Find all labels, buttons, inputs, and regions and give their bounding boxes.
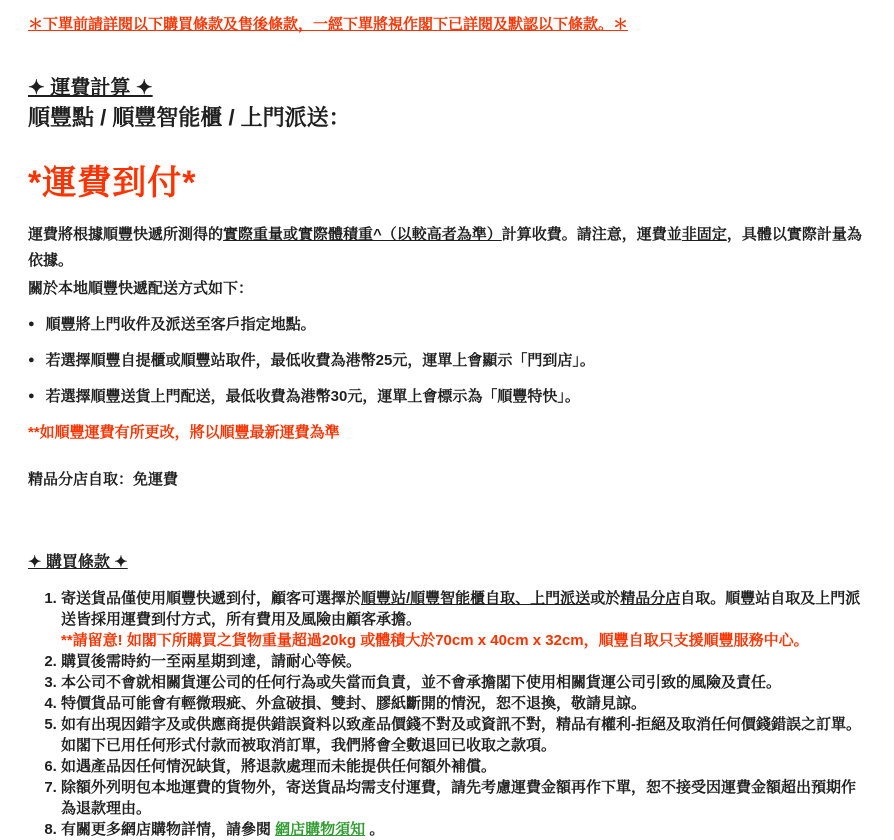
text-segment: 自取。順豐站自取及上門派送皆採用運費到付方式，所有費用及風險由顧客承擔。 <box>61 590 861 628</box>
fee-change-note: **如順豐運費有所更改，將以順豐最新運費為準 <box>28 424 340 441</box>
term-item-more-info <box>61 819 866 840</box>
delivery-options-list <box>28 314 866 407</box>
bullet-icon: ● <box>28 318 35 330</box>
text-segment: 除額外列明包本地運費的貨物外，寄送貨品均需支付運費，請先考慮運費金額再作下單，恕不接受因運費金額超出預期作為退款理由。 <box>61 779 857 817</box>
text-segment: 。 <box>365 821 385 838</box>
underlined-text-boutique-store: 精品分店 <box>620 590 681 607</box>
shipping-fee-heading: ✦ 運費計算 ✦ <box>28 77 153 99</box>
bullet-icon: ● <box>28 354 35 366</box>
text-segment: 或於 <box>590 590 621 607</box>
text-segment: 計算收費。請注意，運費並 <box>501 226 682 243</box>
term-item-shipping-method <box>61 588 866 651</box>
text-segment: 如有出現因錯字及或供應商提供錯誤資料以致產品價錢不對及或資訊不對，精品有權利-拒絕及取消任何價錢錯誤之訂單。如閣下已用任何形式付款而被取消訂單，我們將會全數退回已收取之款項。 <box>61 716 862 754</box>
term-item-pricing-errors <box>61 714 866 756</box>
delivery-methods-subheading: 順豐點 / 順豐智能櫃 / 上門派送： <box>28 105 351 130</box>
weight-limit-warning: **請留意! 如閣下所購買之貨物重量超過20kg 或體積大於70cm x 40cm x 32cm，順豐自取只支援順豐服務中心。 <box>61 632 809 649</box>
pre-order-notice: ＊下單前請詳閱以下購買條款及售後條款，一經下單將視作閣下已詳閱及默認以下條款。＊ <box>28 16 629 33</box>
term-item-courier-liability <box>61 672 866 693</box>
underlined-text-weight-volume: 實際重量或實際體積重^（以較高者為準） <box>223 226 502 243</box>
text-segment: 本公司不會就相關貨運公司的任何行為或失當而負責，並不會承擔閣下使用相關貨運公司引致的風險及責任。 <box>61 674 782 691</box>
terms-page <box>28 14 866 840</box>
term-item-delivery-time <box>61 651 866 672</box>
delivery-options-intro: 關於本地順豐快遞配送方式如下： <box>28 280 254 297</box>
underlined-text-not-fixed: 非固定 <box>681 226 727 243</box>
freight-collect-banner: *運費到付* <box>28 164 197 202</box>
text-segment: 特價貨品可能會有輕微瑕疵、外盒破損、雙封、膠紙斷開的情況，恕不退換，敬請見諒。 <box>61 695 647 712</box>
text-segment: 運費將根據順豐快遞所測得的 <box>28 226 224 243</box>
purchase-terms-list <box>28 588 866 840</box>
term-item-shipping-cost-responsibility <box>61 777 866 819</box>
text-segment: ，具體以實際計量為依據。 <box>28 226 862 269</box>
delivery-option-door-pickup: 順豐將上門收件及派送至客戶指定地點。 <box>45 316 316 333</box>
store-pickup-note: 精品分店自取：免運費 <box>28 471 179 488</box>
bullet-icon: ● <box>28 390 35 402</box>
shop-guide-link[interactable]: 網店購物須知 <box>275 821 366 838</box>
purchase-terms-heading: ✦ 購買條款 ✦ <box>28 554 128 571</box>
list-item <box>28 314 866 335</box>
underlined-text-pickup-options: 順豐站/順豐智能櫃自取、上門派送 <box>361 590 591 607</box>
fee-calculation-paragraph <box>28 222 866 274</box>
term-item-discounted-goods <box>61 693 866 714</box>
text-segment: 如遇產品因任何情況缺貨，將退款處理而未能提供任何額外補償。 <box>61 758 497 775</box>
term-item-out-of-stock <box>61 756 866 777</box>
text-segment: 購買後需時約一至兩星期到達，請耐心等候。 <box>61 653 362 670</box>
list-item <box>28 350 866 371</box>
text-segment: 寄送貨品僅使用順豐快遞到付，顧客可選擇於 <box>61 590 362 607</box>
text-segment: 有關更多網店購物詳情，請參閱 <box>61 821 276 838</box>
list-item <box>28 386 866 407</box>
delivery-option-locker-station: 若選擇順豐自提櫃或順豐站取件，最低收費為港幣25元，運單上會顯示「門到店」。 <box>45 352 595 369</box>
delivery-option-home-delivery: 若選擇順豐送貨上門配送，最低收費為港幣30元，運單上會標示為「順豐特快」。 <box>45 388 580 405</box>
